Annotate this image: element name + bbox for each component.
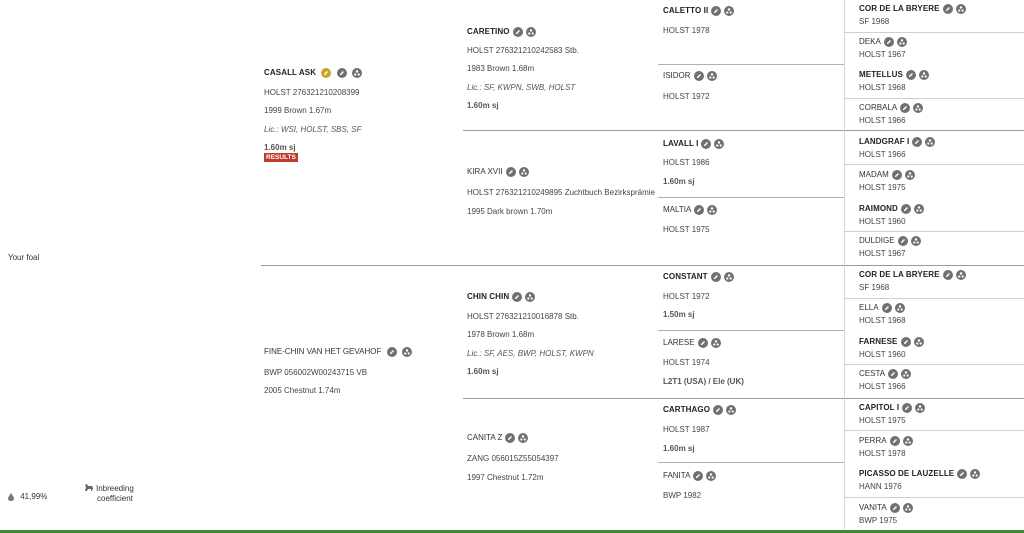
ancestor-reg: HOLST 1975	[859, 183, 906, 192]
edit-icon[interactable]	[890, 436, 900, 446]
edit-icon[interactable]	[505, 433, 515, 443]
edit-icon[interactable]	[701, 139, 711, 149]
lavall-reg: HOLST 1986	[663, 158, 710, 167]
sire-perf: 1.60m sj	[264, 143, 296, 152]
chinchin-perf: 1.60m sj	[467, 367, 499, 376]
caretino-info: 1983 Brown 1.68m	[467, 64, 535, 73]
gen4-ancestor	[859, 4, 966, 14]
inbreeding-label: Inbreeding	[96, 484, 134, 493]
sire-lic: Lic.: WSI, HOLST, SBS, SF	[264, 125, 362, 134]
ancestor-reg: SF 1968	[859, 17, 890, 26]
caletto-name[interactable]: CALETTO II	[663, 6, 709, 16]
inbreeding-percentage: 41,99%	[20, 492, 48, 501]
edit-icon[interactable]	[321, 68, 331, 78]
sire-reg: HOLST 276321210208399	[264, 88, 360, 97]
edit-icon[interactable]	[901, 337, 911, 347]
gen4-ancestor	[859, 137, 935, 147]
family-icon[interactable]	[913, 103, 923, 113]
caletto-reg: HOLST 1978	[663, 26, 710, 35]
chinchin-lic: Lic.: SF, AES, BWP, HOLST, KWPN	[467, 349, 594, 358]
constant-perf: 1.50m sj	[663, 310, 695, 319]
gen4-ancestor	[859, 236, 921, 246]
edit-icon[interactable]	[957, 469, 967, 479]
family-icon[interactable]	[925, 137, 935, 147]
family-icon[interactable]	[711, 338, 721, 348]
ancestor-reg: HOLST 1968	[859, 83, 906, 92]
isidor-reg: HOLST 1972	[663, 92, 710, 101]
kira-info: 1995 Dark brown 1.70m	[467, 207, 553, 216]
carthago-reg: HOLST 1987	[663, 425, 710, 434]
constant-name[interactable]: CONSTANT	[663, 272, 708, 282]
dam-reg: BWP 056002W00243715 VB	[264, 368, 368, 377]
edit-icon[interactable]	[882, 303, 892, 313]
larese-perf: L2T1 (USA) / Ele (UK)	[663, 377, 744, 386]
family-icon[interactable]	[714, 139, 724, 149]
family-icon[interactable]	[707, 71, 717, 81]
edit-icon[interactable]	[711, 272, 721, 282]
gen4-ancestor	[859, 204, 924, 214]
family-icon[interactable]	[706, 471, 716, 481]
results-button[interactable]: RESULTS	[266, 154, 296, 161]
gen4-ancestor	[859, 337, 924, 347]
edit-icon[interactable]	[898, 236, 908, 246]
ancestor-reg: SF 1968	[859, 283, 890, 292]
canita-info: 1997 Chestnut 1.72m	[467, 473, 544, 482]
ancestor-name[interactable]: FARNESE	[859, 337, 898, 347]
maltia-reg: HOLST 1975	[663, 225, 710, 234]
family-icon[interactable]	[914, 337, 924, 347]
maltia-name[interactable]: MALTIA	[663, 205, 692, 215]
edit-icon[interactable]	[693, 471, 703, 481]
family-icon[interactable]	[970, 469, 980, 479]
drop-icon	[8, 493, 14, 501]
ancestor-name[interactable]: ELLA	[859, 303, 879, 313]
edit-icon[interactable]	[698, 338, 708, 348]
carthago-perf: 1.60m sj	[663, 444, 695, 453]
edit-icon[interactable]	[900, 103, 910, 113]
edit-icon[interactable]	[892, 170, 902, 180]
ancestor-reg: HOLST 1968	[859, 316, 906, 325]
edit-icon[interactable]	[512, 292, 522, 302]
edit-icon[interactable]	[387, 347, 397, 357]
family-icon[interactable]	[903, 436, 913, 446]
gen4-ancestor	[859, 303, 905, 313]
lavall-perf: 1.60m sj	[663, 177, 695, 186]
family-icon[interactable]	[956, 4, 966, 14]
kira-name[interactable]: KIRA XVII	[467, 167, 503, 177]
family-icon[interactable]	[914, 204, 924, 214]
edit-icon[interactable]	[943, 4, 953, 14]
ancestor-name[interactable]: DEKA	[859, 37, 881, 47]
edit-icon[interactable]	[694, 71, 704, 81]
family-icon[interactable]	[707, 205, 717, 215]
ancestor-name[interactable]: DULDIGE	[859, 236, 895, 246]
gen4-ancestor	[859, 369, 911, 379]
family-icon[interactable]	[724, 6, 734, 16]
edit-icon[interactable]	[906, 70, 916, 80]
ancestor-reg: HOLST 1960	[859, 217, 906, 226]
edit-icon[interactable]	[912, 137, 922, 147]
stats-percentage	[8, 492, 47, 501]
horse-icon	[84, 483, 94, 494]
edit-icon[interactable]	[901, 204, 911, 214]
chinchin-reg: HOLST 276321210016878 Stb.	[467, 312, 579, 321]
fanita-reg: BWP 1982	[663, 491, 702, 500]
gen4-ancestor	[859, 103, 923, 113]
caretino-reg: HOLST 276321210242583 Stb.	[467, 46, 579, 55]
sire-block	[264, 68, 362, 78]
family-icon[interactable]	[352, 68, 362, 78]
chinchin-name[interactable]: CHIN CHIN	[467, 292, 510, 302]
edit-icon[interactable]	[884, 37, 894, 47]
chinchin-info: 1978 Brown 1.68m	[467, 330, 535, 339]
gen4-ancestor	[859, 170, 915, 180]
edit-icon[interactable]	[890, 503, 900, 513]
family-icon[interactable]	[901, 369, 911, 379]
family-icon[interactable]	[895, 303, 905, 313]
sire-info: 1999 Brown 1.67m	[264, 106, 332, 115]
family-icon[interactable]	[526, 27, 536, 37]
family-icon[interactable]	[911, 236, 921, 246]
ancestor-reg: HOLST 1960	[859, 350, 906, 359]
caretino-lic: Lic.: SF, KWPN, SWB, HOLST	[467, 83, 576, 92]
gen4-ancestor	[859, 37, 907, 47]
gen4-ancestor	[859, 469, 980, 479]
edit-icon[interactable]	[337, 68, 347, 78]
dam-name[interactable]: FINE-CHIN VAN HET GEVAHOF	[264, 347, 382, 357]
constant-reg: HOLST 1972	[663, 292, 710, 301]
family-icon[interactable]	[519, 167, 529, 177]
ancestor-reg: HANN 1976	[859, 482, 902, 491]
family-icon[interactable]	[956, 270, 966, 280]
ancestor-name[interactable]: MADAM	[859, 170, 889, 180]
caretino-name[interactable]: CARETINO	[467, 27, 510, 37]
ancestor-reg: HOLST 1967	[859, 249, 906, 258]
ancestor-reg: HOLST 1975	[859, 416, 906, 425]
larese-name[interactable]: LARESE	[663, 338, 695, 348]
edit-icon[interactable]	[713, 405, 723, 415]
ancestor-reg: HOLST 1966	[859, 150, 906, 159]
edit-icon[interactable]	[513, 27, 523, 37]
carthago-name[interactable]: CARTHAGO	[663, 405, 711, 415]
ancestor-reg: BWP 1975	[859, 516, 898, 525]
fanita-name[interactable]: FANITA	[663, 471, 691, 481]
canita-name[interactable]: CANITA Z	[467, 433, 503, 443]
sire-name[interactable]: CASALL ASK	[264, 68, 317, 78]
lavall-name[interactable]: LAVALL I	[663, 139, 699, 149]
ancestor-name[interactable]: CESTA	[859, 369, 886, 379]
family-icon[interactable]	[724, 272, 734, 282]
caretino-perf: 1.60m sj	[467, 101, 499, 110]
kira-reg: HOLST 276321210249895 Zuchtbuch Bezirksprämie	[467, 188, 655, 197]
family-icon[interactable]	[726, 405, 736, 415]
edit-icon[interactable]	[506, 167, 516, 177]
family-icon[interactable]	[518, 433, 528, 443]
ancestor-name[interactable]: COR DE LA BRYERE	[859, 270, 940, 280]
gen4-ancestor	[859, 436, 913, 446]
ancestor-name[interactable]: CAPITOL I	[859, 403, 900, 413]
ancestor-name[interactable]: PERRA	[859, 436, 887, 446]
ancestor-name[interactable]: CORBALA	[859, 103, 898, 113]
larese-reg: HOLST 1974	[663, 358, 710, 367]
family-icon[interactable]	[525, 292, 535, 302]
ancestor-name[interactable]: METELLUS	[859, 70, 903, 80]
gen4-ancestor	[859, 403, 925, 413]
edit-icon[interactable]	[694, 205, 704, 215]
gen4-ancestor	[859, 270, 966, 280]
gen4-ancestor	[859, 70, 929, 80]
dam-block	[264, 347, 412, 357]
family-icon[interactable]	[905, 170, 915, 180]
ancestor-reg: HOLST 1967	[859, 50, 906, 59]
family-icon[interactable]	[915, 403, 925, 413]
ancestor-name[interactable]: COR DE LA BRYERE	[859, 4, 940, 14]
gen4-ancestor	[859, 503, 913, 513]
edit-icon[interactable]	[711, 6, 721, 16]
family-icon[interactable]	[903, 503, 913, 513]
family-icon[interactable]	[402, 347, 412, 357]
isidor-name[interactable]: ISIDOR	[663, 71, 691, 81]
ancestor-name[interactable]: PICASSO DE LAUZELLE	[859, 469, 955, 479]
edit-icon[interactable]	[943, 270, 953, 280]
ancestor-reg: HOLST 1966	[859, 116, 906, 125]
ancestor-reg: HOLST 1978	[859, 449, 906, 458]
ancestor-name[interactable]: LANDGRAF I	[859, 137, 910, 147]
family-icon[interactable]	[919, 70, 929, 80]
dam-info: 2005 Chestnut 1.74m	[264, 386, 341, 395]
canita-reg: ZANG 056015Z55054397	[467, 454, 559, 463]
coefficient-label: coefficient	[97, 494, 133, 503]
edit-icon[interactable]	[902, 403, 912, 413]
edit-icon[interactable]	[888, 369, 898, 379]
ancestor-name[interactable]: RAIMOND	[859, 204, 898, 214]
ancestor-name[interactable]: VANITA	[859, 503, 887, 513]
family-icon[interactable]	[897, 37, 907, 47]
ancestor-reg: HOLST 1966	[859, 382, 906, 391]
foal-label: Your foal	[8, 253, 40, 262]
